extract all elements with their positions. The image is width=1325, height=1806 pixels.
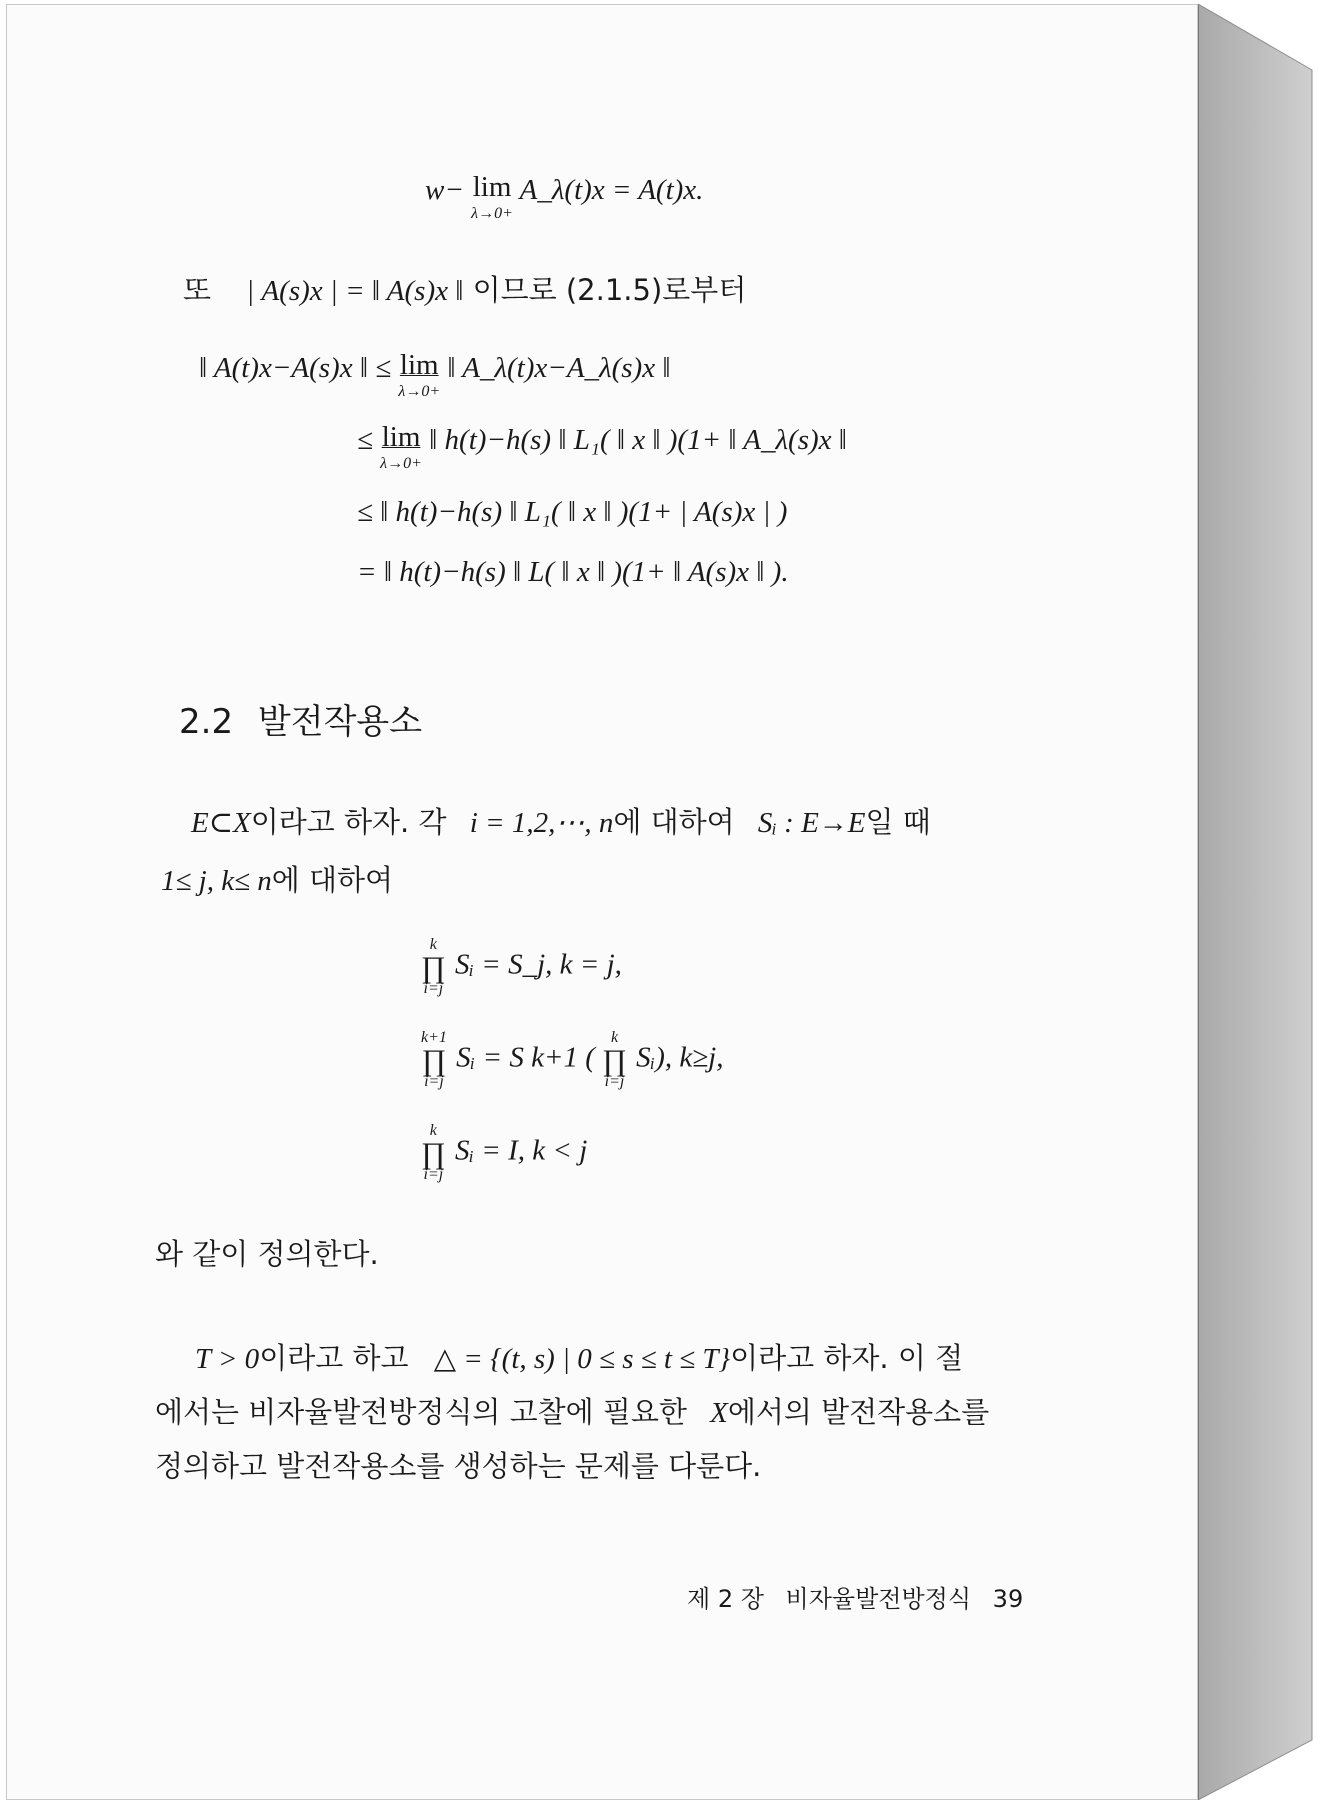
page-footer	[687, 1585, 1023, 1614]
inequality-line-2: ≤ lim λ→0+ ‖ h(t)−h(s) ‖ L₁( ‖ x ‖ )(1+ ‖ A_λ(s)x ‖	[357, 421, 847, 472]
paragraph-2-line-2: 에서는 비자율발전방정식의 고찰에 필요한 X에서의 발전작용소를	[155, 1395, 990, 1429]
book-edge	[1198, 4, 1318, 1800]
paragraph-1-line-1: E⊂X이라고 하자. 각 i = 1,2,⋯, n에 대하여 Sᵢ : E→E일 때	[191, 805, 931, 839]
inequality-line-4: = ‖ h(t)−h(s) ‖ L( ‖ x ‖ )(1+ ‖ A(s)x ‖ ).	[357, 556, 789, 588]
lim-inferior-operator: lim λ→0+	[380, 421, 422, 472]
inequality-line-3: ≤ ‖ h(t)−h(s) ‖ L₁( ‖ x ‖ )(1+ | A(s)x | )	[357, 496, 788, 528]
define-line: 와 같이 정의한다.	[155, 1237, 379, 1271]
text-line-also: 또 | A(s)x | = ‖ A(s)x ‖ 이므로 (2.1.5)로부터	[183, 273, 747, 307]
product-symbol-inner: k ∏ i=j	[602, 1029, 627, 1090]
section-number: 2.2	[179, 702, 234, 742]
lim-operator: lim λ→0+	[471, 171, 513, 222]
product-symbol: k ∏ i=j	[421, 1122, 446, 1183]
product-definition-3: k ∏ i=j Sᵢ = I, k < j	[421, 1122, 588, 1183]
footer-chapter: 제 2 장	[687, 1585, 764, 1613]
paragraph-2-line-1: T > 0이라고 하고 △ = {(t, s) | 0 ≤ s ≤ t ≤ T}이라고 하자. 이 절	[195, 1341, 964, 1375]
product-definition-1: k ∏ i=j Sᵢ = S_j, k = j,	[421, 936, 622, 997]
section-title: 발전작용소	[257, 702, 423, 742]
book-page	[6, 4, 1198, 1800]
page-number: 39	[992, 1585, 1024, 1613]
equation-weak-limit	[425, 173, 703, 222]
paragraph-2-line-3: 정의하고 발전작용소를 생성하는 문제를 다룬다.	[155, 1449, 762, 1483]
weak-limit-body: A_λ(t)x = A(t)x.	[519, 174, 704, 206]
lim-inferior-operator: lim λ→0+	[398, 349, 441, 400]
footer-chapter-title: 비자율발전방정식	[785, 1585, 972, 1613]
weak-prefix: w−	[425, 174, 464, 206]
section-heading	[179, 702, 422, 743]
product-symbol: k ∏ i=j	[421, 936, 446, 997]
product-definition-2: k+1 ∏ i=j Sᵢ = S k+1 ( k ∏ i=j Sᵢ), k≥j,	[421, 1029, 724, 1090]
paragraph-1-line-2: 1≤ j, k≤ n에 대하여	[161, 863, 394, 897]
inequality-line-1: ‖ A(t)x−A(s)x ‖ ≤ lim λ→0+ ‖ A_λ(t)x−A_λ(s)x ‖	[199, 349, 671, 400]
product-symbol: k+1 ∏ i=j	[421, 1029, 447, 1090]
